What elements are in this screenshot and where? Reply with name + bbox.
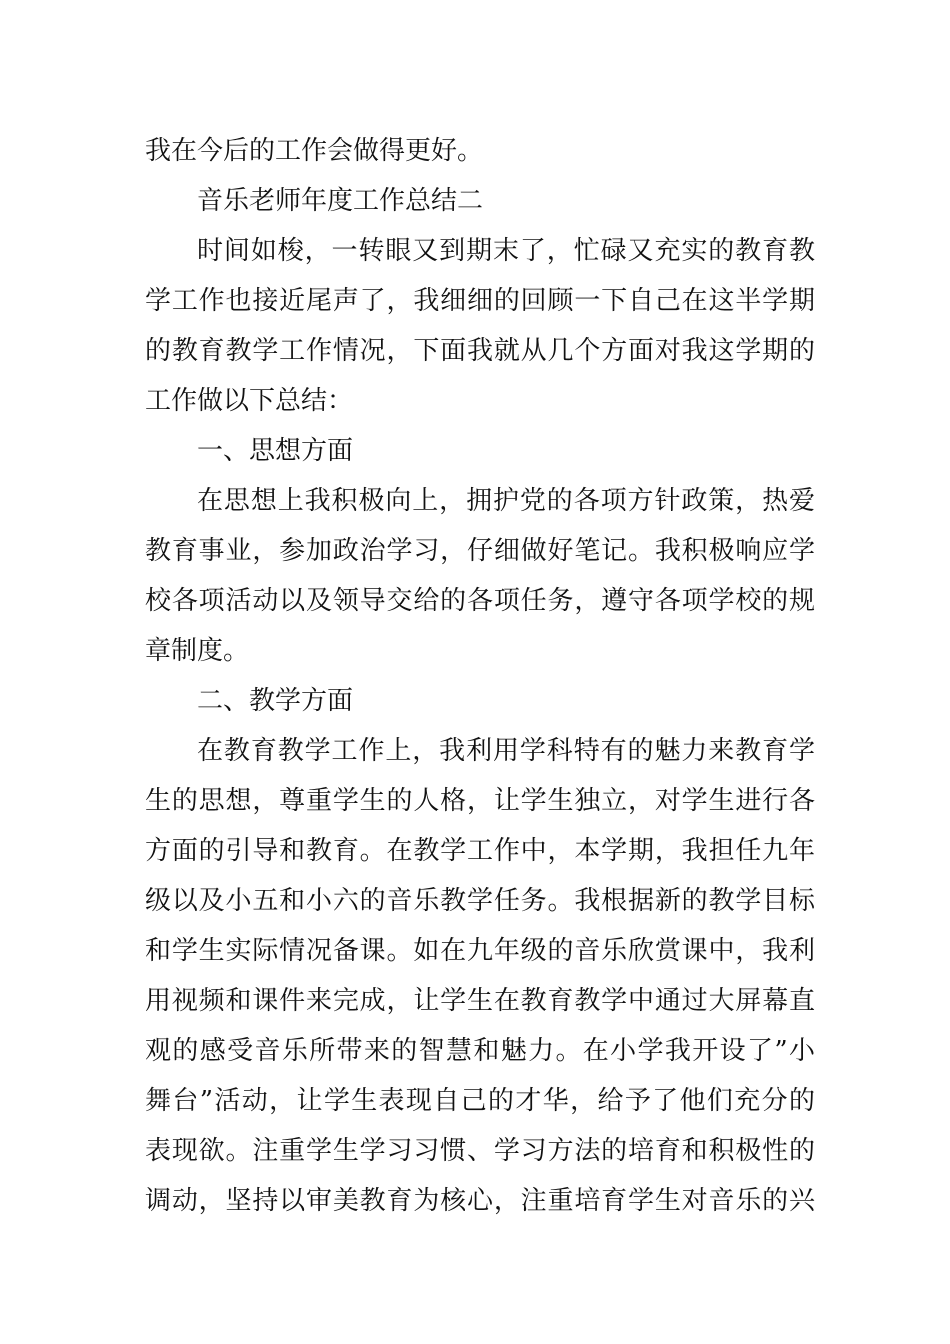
paragraph-line: 教育事业，参加政治学习，仔细做好笔记。我积极响应学 (145, 536, 815, 566)
paragraph-line: 工作做以下总结： (145, 386, 354, 416)
paragraph-line: 在思想上我积极向上，拥护党的各项方针政策，热爱 (197, 486, 815, 516)
paragraph-line: 时间如梭，一转眼又到期末了，忙碌又充实的教育教 (197, 236, 815, 266)
paragraph-line: 表现欲。注重学生学习习惯、学习方法的培育和积极性的 (145, 1136, 815, 1166)
paragraph-line: 调动，坚持以审美教育为核心，注重培育学生对音乐的兴 (145, 1186, 815, 1216)
document-body (145, 126, 815, 1226)
paragraph-line: 我在今后的工作会做得更好。 (145, 136, 484, 166)
paragraph-line: 的教育教学工作情况，下面我就从几个方面对我这学期的 (145, 336, 815, 366)
paragraph-line: 在教育教学工作上，我利用学科特有的魅力来教育学 (197, 736, 815, 766)
section-heading: 二、教学方面 (197, 686, 354, 716)
paragraph-line: 和学生实际情况备课。如在九年级的音乐欣赏课中，我利 (145, 936, 815, 966)
paragraph-line: 方面的引导和教育。在教学工作中，本学期，我担任九年 (145, 836, 815, 866)
paragraph-line: 校各项活动以及领导交给的各项任务，遵守各项学校的规 (145, 586, 815, 616)
section-heading: 一、思想方面 (197, 436, 354, 466)
paragraph-line: 用视频和课件来完成，让学生在教育教学中通过大屏幕直 (145, 986, 815, 1016)
paragraph-line: 级以及小五和小六的音乐教学任务。我根据新的教学目标 (145, 886, 815, 916)
paragraph-line: 学工作也接近尾声了，我细细的回顾一下自己在这半学期 (145, 286, 815, 316)
section-title: 音乐老师年度工作总结二 (197, 186, 484, 216)
paragraph-line: 观的感受音乐所带来的智慧和魅力。在小学我开设了”小 (145, 1036, 815, 1066)
paragraph-line: 生的思想，尊重学生的人格，让学生独立，对学生进行各 (145, 786, 815, 816)
paragraph-line: 舞台”活动，让学生表现自己的才华，给予了他们充分的 (145, 1086, 815, 1116)
paragraph-line: 章制度。 (145, 636, 250, 666)
